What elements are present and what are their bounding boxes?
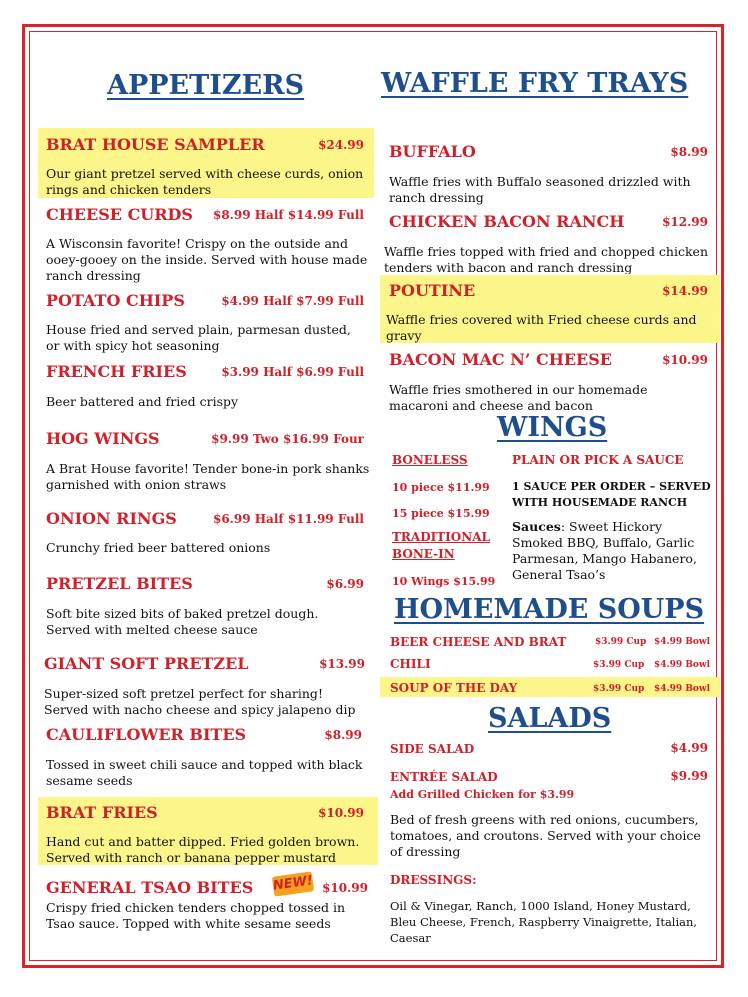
item-description: Hand cut and batter dipped. Fried golden brown. Served with ranch or banana pepper mustard xyxy=(46,834,360,865)
item-name: CAULIFLOWER BITES xyxy=(46,725,247,744)
item-price: $24.99 xyxy=(318,138,364,152)
wings-heading: WINGS xyxy=(497,412,608,443)
soup-name: BEER CHEESE AND BRAT xyxy=(390,635,567,649)
soup-bowl-price: $4.99 Bowl xyxy=(654,660,711,670)
item-price: $8.99 xyxy=(670,145,708,159)
item-name: CHEESE CURDS xyxy=(46,205,193,224)
item-description: House fried and served plain, parmesan dusted, or with spicy hot seasoning xyxy=(46,322,351,353)
item-description: Tossed in sweet chili sauce and topped with black sesame seeds xyxy=(46,757,363,788)
item-price: $10.99 xyxy=(662,353,708,367)
item-name: GENERAL TSAO BITES xyxy=(46,878,254,897)
item-description: Waffle fries topped with fried and chopped chicken tenders with bacon and ranch dressing xyxy=(384,244,708,274)
item-price: $4.99 Half $7.99 Full xyxy=(221,294,364,308)
appetizers-heading: APPETIZERS xyxy=(107,70,305,101)
sauce-rule-2: WITH HOUSEMADE RANCH xyxy=(512,496,688,509)
item-description: Beer battered and fried crispy xyxy=(46,394,239,409)
soups-heading: HOMEMADE SOUPS xyxy=(394,594,705,625)
new-badge: NEW! xyxy=(272,871,314,896)
item-price: $6.99 xyxy=(326,577,364,591)
traditional-label: TRADITIONAL xyxy=(392,530,490,544)
salads-heading: SALADS xyxy=(488,703,612,734)
soup-bowl-price: $4.99 Bowl xyxy=(654,684,711,694)
boneless-15-price: 15 piece $15.99 xyxy=(392,507,490,520)
item-price: $10.99 xyxy=(322,881,368,895)
salad-addon: Add Grilled Chicken for $3.99 xyxy=(390,788,575,801)
item-description: Waffle fries smothered in our homemade macaroni and cheese and bacon xyxy=(389,382,648,413)
item-name: PRETZEL BITES xyxy=(46,574,193,593)
boneless-10-price: 10 piece $11.99 xyxy=(392,481,490,494)
sauces-text: : Sweet Hickory Smoked BBQ, Buffalo, Garlic Parmesan, Mango Habanero, General Tsao’s xyxy=(512,519,697,582)
dressings-list: Oil & Vinegar, Ranch, 1000 Island, Honey Mustard, Bleu Cheese, French, Raspberry Vinaigrette, Italian, Caesar xyxy=(390,899,698,945)
soup-cup-price: $3.99 Cup xyxy=(593,660,645,670)
item-description: Waffle fries covered with Fried cheese curds and gravy xyxy=(386,312,697,343)
item-name: POUTINE xyxy=(389,281,476,300)
boneless-label: BONELESS xyxy=(392,453,468,467)
item-description: Super-sized soft pretzel perfect for sharing! Served with nacho cheese and spicy jalapeno dip xyxy=(44,686,356,717)
item-description: Waffle fries with Buffalo seasoned drizzled with ranch dressing xyxy=(389,174,691,205)
item-name: CHICKEN BACON RANCH xyxy=(389,212,625,231)
item-price: $13.99 xyxy=(319,657,365,671)
item-name: ONION RINGS xyxy=(46,509,177,528)
salad-description: Bed of fresh greens with red onions, cucumbers, tomatoes, and croutons. Served with your choice of dressing xyxy=(390,812,701,859)
dressings-label: DRESSINGS: xyxy=(390,873,477,887)
item-price: $8.99 Half $14.99 Full xyxy=(212,208,364,222)
item-price: $10.99 xyxy=(318,806,364,820)
item-price: $6.99 Half $11.99 Full xyxy=(212,512,364,526)
item-name: BRAT FRIES xyxy=(46,803,158,822)
soup-bowl-price: $4.99 Bowl xyxy=(654,637,711,647)
item-name: FRENCH FRIES xyxy=(46,362,187,381)
soup-cup-price: $3.99 Cup xyxy=(595,637,647,647)
item-description: A Brat House favorite! Tender bone-in pork shanks garnished with onion straws xyxy=(46,461,370,492)
item-name: BUFFALO xyxy=(389,142,476,161)
item-name: BACON MAC N’ CHEESE xyxy=(389,350,612,369)
item-name: HOG WINGS xyxy=(46,429,160,448)
item-description: Our giant pretzel served with cheese curds, onion rings and chicken tenders xyxy=(46,166,364,197)
item-price: $12.99 xyxy=(662,215,708,229)
item-description: Crunchy fried beer battered onions xyxy=(46,540,271,555)
waffle-heading: WAFFLE FRY TRAYS xyxy=(381,68,689,99)
sauce-label: PLAIN OR PICK A SAUCE xyxy=(512,453,684,467)
traditional-price: 10 Wings $15.99 xyxy=(392,575,496,588)
item-name: BRAT HOUSE SAMPLER xyxy=(46,135,265,154)
item-price: $9.99 Two $16.99 Four xyxy=(211,432,364,446)
entree-salad-name: ENTRÉE SALAD xyxy=(390,770,498,784)
side-salad-price: $4.99 xyxy=(670,741,708,755)
side-salad-name: SIDE SALAD xyxy=(390,742,475,756)
item-name: POTATO CHIPS xyxy=(46,291,185,310)
sauces-label: Sauces xyxy=(512,519,561,534)
item-description: Soft bite sized bits of baked pretzel dough. Served with melted cheese sauce xyxy=(46,606,319,637)
sauce-rule-1: 1 SAUCE PER ORDER – SERVED xyxy=(512,480,711,493)
soup-name: CHILI xyxy=(390,657,431,671)
soup-name: SOUP OF THE DAY xyxy=(390,681,518,695)
soup-cup-price: $3.99 Cup xyxy=(593,684,645,694)
item-name: GIANT SOFT PRETZEL xyxy=(44,654,249,673)
item-description: A Wisconsin favorite! Crispy on the outside and ooey-gooey on the inside. Served with house made ranch dressing xyxy=(46,236,368,283)
item-description: Crispy fried chicken tenders chopped tossed in Tsao sauce. Topped with white sesame seeds xyxy=(46,900,345,931)
item-price: $14.99 xyxy=(662,284,708,298)
item-price: $8.99 xyxy=(324,728,362,742)
item-price: $3.99 Half $6.99 Full xyxy=(221,365,364,379)
entree-salad-price: $9.99 xyxy=(670,769,708,783)
bone-in-label: BONE-IN xyxy=(392,547,455,561)
sauces-list xyxy=(512,519,712,583)
